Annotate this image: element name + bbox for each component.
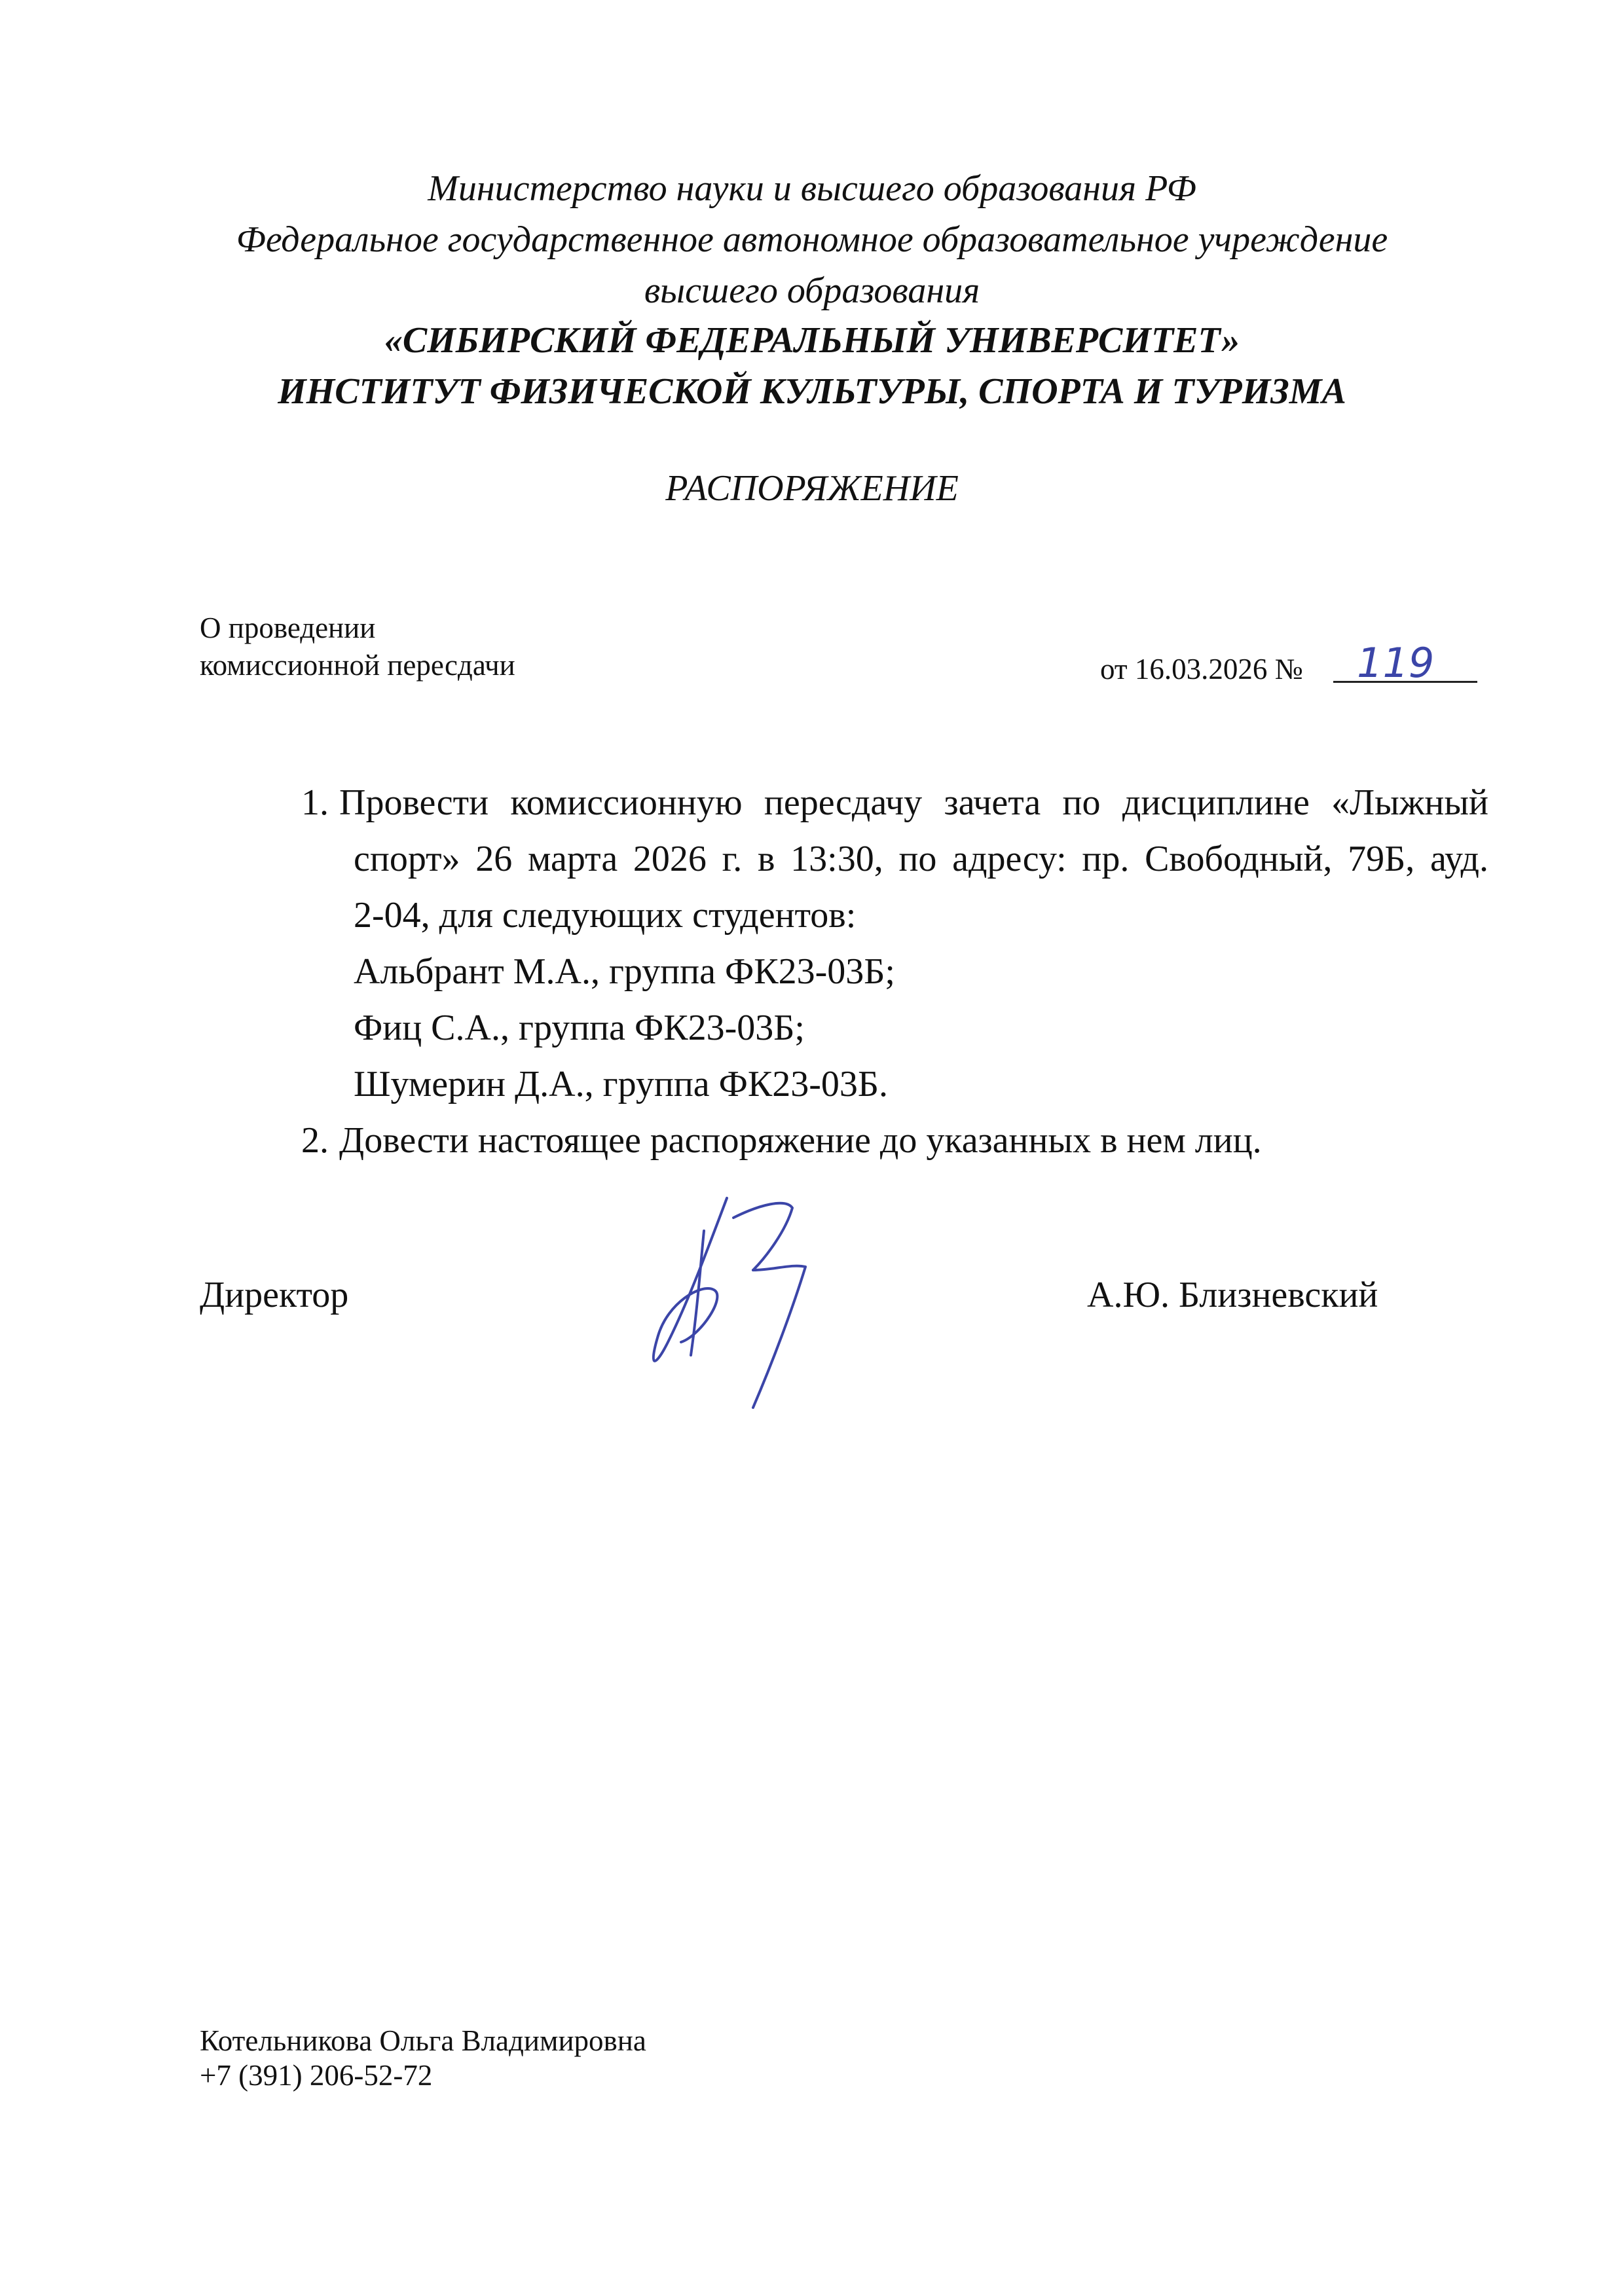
signer-name: А.Ю. Близневский: [1087, 1275, 1378, 1315]
item-2-text: Довести настоящее распоряжение до указанных в нем лиц.: [339, 1120, 1262, 1161]
institute-name: ИНСТИТУТ ФИЗИЧЕСКОЙ КУЛЬТУРЫ, СПОРТА И ТУРИЗМА: [278, 371, 1346, 412]
date-number-prefix: от 16.03.2026 №: [1100, 653, 1303, 685]
university-name: «СИБИРСКИЙ ФЕДЕРАЛЬНЫЙ УНИВЕРСИТЕТ»: [384, 320, 1240, 361]
student-item: Фиц С.А., группа ФК23-03Б;: [354, 1008, 805, 1048]
student-item: Альбрант М.А., группа ФК23-03Б;: [354, 951, 895, 992]
item-1-line-2: спорт» 26 марта 2026 г. в 13:30, по адресу: пр. Свободный, 79Б, ауд.: [354, 839, 1488, 879]
executor-name: Котельникова Ольга Владимировна: [200, 2024, 646, 2057]
subject-line-2: комиссионной пересдачи: [200, 649, 515, 682]
item-1-line-1: Провести комиссионную пересдачу зачета по дисциплине «Лыжный: [339, 782, 1488, 823]
subject-line-1: О проведении: [200, 611, 376, 644]
item-2-marker: 2.: [301, 1120, 329, 1161]
signer-position: Директор: [200, 1275, 349, 1315]
item-1-line-3: 2-04, для следующих студентов:: [354, 895, 857, 936]
ministry-line: Министерство науки и высшего образования РФ: [428, 168, 1196, 209]
education-level-line: высшего образования: [644, 270, 980, 311]
document-number: 119: [1357, 639, 1435, 687]
item-1-marker: 1.: [301, 782, 329, 823]
institution-type-line: Федеральное государственное автономное образовательное учреждение: [236, 219, 1388, 260]
executor-phone: +7 (391) 206-52-72: [200, 2059, 433, 2092]
student-item: Шумерин Д.А., группа ФК23-03Б.: [354, 1064, 889, 1104]
director-signature: [629, 1178, 851, 1427]
document-title: РАСПОРЯЖЕНИЕ: [665, 468, 959, 509]
